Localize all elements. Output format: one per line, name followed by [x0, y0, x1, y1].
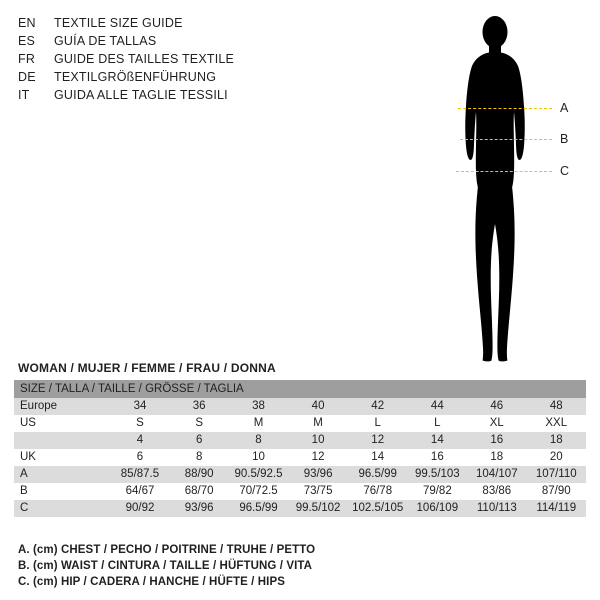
language-title: TEXTILGRÖßENFÜHRUNG: [54, 70, 217, 84]
female-body-silhouette-icon: [440, 8, 550, 368]
cell: 44: [408, 398, 468, 415]
cell: 90.5/92.5: [229, 466, 289, 483]
cell: 12: [348, 432, 408, 449]
cell: 4: [110, 432, 169, 449]
measure-line-c: [456, 171, 552, 172]
cell: L: [348, 415, 408, 432]
cell: 18: [527, 432, 586, 449]
cell: 85/87.5: [110, 466, 169, 483]
cell: 34: [110, 398, 169, 415]
language-title: TEXTILE SIZE GUIDE: [54, 16, 183, 30]
table-row: [14, 415, 586, 432]
cell: 64/67: [110, 483, 169, 500]
cell: 106/109: [408, 500, 468, 517]
table-row: [14, 500, 586, 517]
cell: 8: [170, 449, 229, 466]
footnote-b: B. (cm) WAIST / CINTURA / TAILLE / HÜFTUNG / VITA: [18, 560, 313, 572]
row-label: B: [14, 483, 110, 500]
language-title: GUÍA DE TALLAS: [54, 34, 157, 48]
cell: S: [110, 415, 169, 432]
cell: 10: [288, 432, 348, 449]
cell: 38: [229, 398, 289, 415]
cell: 79/82: [408, 483, 468, 500]
cell: 6: [110, 449, 169, 466]
cell: 99.5/103: [408, 466, 468, 483]
cell: 90/92: [110, 500, 169, 517]
cell: 104/107: [467, 466, 526, 483]
cell: 18: [467, 449, 526, 466]
cell: 14: [408, 432, 468, 449]
footnote-c: C. (cm) HIP / CADERA / HANCHE / HÜFTE / HIPS: [18, 576, 286, 588]
language-title: GUIDE DES TAILLES TEXTILE: [54, 52, 235, 66]
measure-line-a: [458, 108, 552, 109]
measure-label-a: A: [560, 101, 569, 115]
table-row: [14, 466, 586, 483]
language-code: DE: [18, 70, 36, 84]
cell: M: [288, 415, 348, 432]
row-label: US: [14, 415, 110, 432]
measurement-figure: [420, 8, 590, 368]
row-label: A: [14, 466, 110, 483]
cell: 88/90: [170, 466, 229, 483]
cell: 83/86: [467, 483, 526, 500]
cell: L: [408, 415, 468, 432]
cell: M: [229, 415, 289, 432]
cell: 48: [527, 398, 586, 415]
cell: 99.5/102: [288, 500, 348, 517]
measure-line-b: [460, 139, 552, 140]
cell: 16: [467, 432, 526, 449]
language-title: GUIDA ALLE TAGLIE TESSILI: [54, 88, 228, 102]
cell: 12: [288, 449, 348, 466]
row-label: Europe: [14, 398, 110, 415]
language-code: FR: [18, 52, 36, 66]
language-row: [18, 34, 318, 52]
cell: 10: [229, 449, 289, 466]
table-row: [14, 432, 586, 449]
language-code: ES: [18, 34, 36, 48]
measure-label-b: B: [560, 132, 569, 146]
cell: XXL: [527, 415, 586, 432]
cell: 93/96: [170, 500, 229, 517]
cell: 114/119: [527, 500, 586, 517]
cell: 76/78: [348, 483, 408, 500]
cell: 87/90: [527, 483, 586, 500]
language-code: IT: [18, 88, 30, 102]
size-table: [14, 380, 586, 517]
cell: 40: [288, 398, 348, 415]
measure-label-c: C: [560, 164, 570, 178]
cell: 73/75: [288, 483, 348, 500]
table-header-label: SIZE / TALLA / TAILLE / GRÖSSE / TAGLIA: [14, 380, 586, 398]
language-row: [18, 88, 318, 106]
cell: 20: [527, 449, 586, 466]
cell: 14: [348, 449, 408, 466]
cell: 6: [170, 432, 229, 449]
row-label: C: [14, 500, 110, 517]
cell: 68/70: [170, 483, 229, 500]
language-row: [18, 16, 318, 34]
cell: 96.5/99: [348, 466, 408, 483]
cell: 110/113: [467, 500, 526, 517]
section-title: WOMAN / MUJER / FEMME / FRAU / DONNA: [18, 361, 276, 375]
footnote-list: [18, 542, 578, 590]
table-row: [14, 449, 586, 466]
cell: 96.5/99: [229, 500, 289, 517]
language-code: EN: [18, 16, 36, 30]
table-header-row: [14, 380, 586, 398]
cell: 42: [348, 398, 408, 415]
cell: 107/110: [527, 466, 586, 483]
cell: 36: [170, 398, 229, 415]
footnote-a: A. (cm) CHEST / PECHO / POITRINE / TRUHE / PETTO: [18, 544, 316, 556]
cell: 102.5/105: [348, 500, 408, 517]
language-heading-list: [18, 16, 318, 106]
row-label: [14, 432, 110, 449]
cell: 70/72.5: [229, 483, 289, 500]
size-table-wrapper: [14, 380, 586, 517]
language-row: [18, 70, 318, 88]
cell: 46: [467, 398, 526, 415]
row-label: UK: [14, 449, 110, 466]
cell: 93/96: [288, 466, 348, 483]
cell: 16: [408, 449, 468, 466]
table-row: [14, 398, 586, 415]
language-row: [18, 52, 318, 70]
cell: XL: [467, 415, 526, 432]
cell: S: [170, 415, 229, 432]
table-row: [14, 483, 586, 500]
cell: 8: [229, 432, 289, 449]
